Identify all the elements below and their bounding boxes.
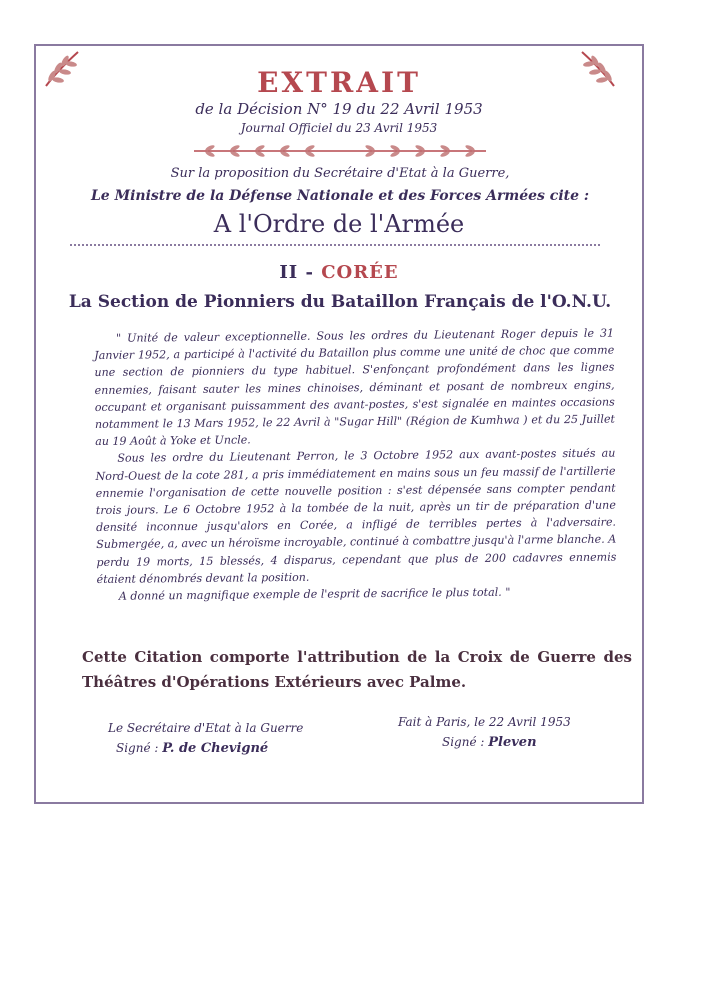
minister-line: Le Ministre de la Défense Nationale et des Forces Armées cite :: [90, 188, 590, 204]
citation-paragraph: " Unité de valeur exceptionnelle. Sous les ordres du Lieutenant Roger depuis le 31 Janvier 1952, a participé à l'activité du Bataillon plus comme une unité de choc que comme une section de pionniers du type habituel. S'enfonçant profondément dans les lignes ennemies, faisant sauter les mines chinoises, déminant et posant de nombreux engins, occupant et organisant puissamment des avant-postes, s'est signalée en maintes occasions notamment le 13 Mars 1952, le 22 Avril à "Sugar Hill" (Région de Kumhwa ) et du 25 Juillet au 19 Août à Yoke et Uncle.: [94, 326, 616, 449]
proposal-line: Sur la proposition du Secrétaire d'Etat à la Guerre,: [170, 166, 510, 181]
signature-right: [398, 712, 628, 753]
signed-label: Signé :: [116, 741, 159, 755]
document-title: EXTRAIT: [257, 66, 421, 99]
signed-line-right: [398, 732, 628, 753]
ordre-heading: A l'Ordre de l'Armée: [213, 210, 465, 238]
citation-text: [94, 325, 617, 606]
signature-left: [108, 718, 368, 759]
section-heading: [34, 262, 644, 283]
signed-label: Signé :: [442, 735, 485, 749]
section-number: II -: [279, 262, 314, 283]
signatory-name: Pleven: [488, 735, 537, 750]
unit-name: La Section de Pionniers du Bataillon Français de l'O.N.U.: [68, 292, 612, 312]
signatory-title: Le Secrétaire d'Etat à la Guerre: [108, 721, 304, 735]
signed-line-left: [108, 738, 368, 759]
decision-line: de la Décision N° 19 du 22 Avril 1953: [195, 100, 483, 118]
section-country: CORÉE: [321, 262, 399, 283]
laurel-garland-icon: [190, 144, 490, 158]
citation-paragraph: A donné un magnifique exemple de l'esprit de sacrifice le plus total. ": [118, 585, 511, 603]
citation-paragraph: Sous les ordre du Lieutenant Perron, le 3 Octobre 1952 aux avant-postes situés au Nord-Ouest de la cote 281, a pris immédiatement en mains sous un feu massif de l'artillerie ennemie l'organisation de cette nouvelle position : s'est dépensée sans compter pendant trois jours. Le 6 Octobre 1952 à la tombée de la nuit, après un tir de préparation d'une densité inconnue jusqu'alors en Corée, a infligé de terribles pertes à l'adversaire. Submergée, a, avec un héroïsme incroyable, continué à combattre jusqu'à l'arme blanche. A perdu 19 morts, 15 blessés, 4 disparus, cependant que plus de 200 cadavres ennemis étaient dénombrés devant la position.: [95, 446, 617, 586]
signatory-name: P. de Chevigné: [162, 741, 269, 756]
journal-line: Journal Officiel du 23 Avril 1953: [240, 121, 438, 135]
closing-statement: Cette Citation comporte l'attribution de la Croix de Guerre des Théâtres d'Opérations Extérieurs avec Palme.: [82, 648, 632, 691]
place-date: Fait à Paris, le 22 Avril 1953: [398, 715, 571, 729]
dotted-divider: [70, 244, 600, 246]
